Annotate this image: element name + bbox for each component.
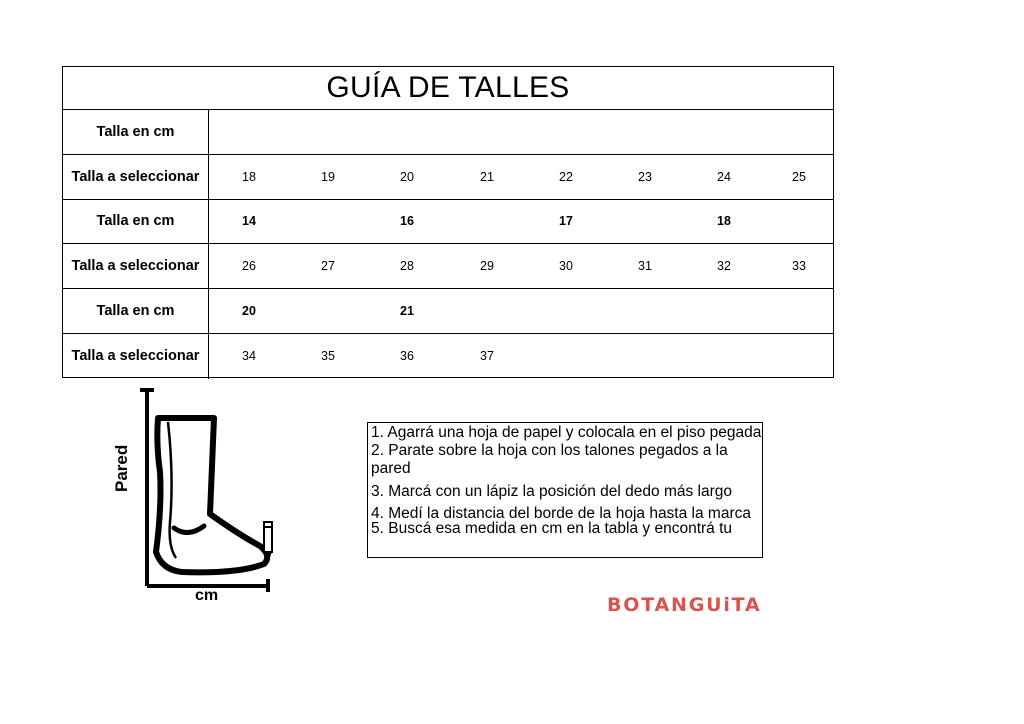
table-cell: 24 [717, 169, 731, 184]
table-row [63, 155, 833, 200]
title-row [63, 67, 833, 110]
floor-label: cm [195, 587, 219, 604]
row-values [209, 155, 833, 199]
table-body [63, 110, 833, 379]
table-cell: 20 [400, 169, 414, 184]
table-cell: 20 [242, 304, 256, 319]
table-cell: 19 [321, 169, 335, 184]
table-cell: 23 [638, 169, 652, 184]
table-cell: 36 [400, 349, 414, 364]
table-cell: 22 [559, 169, 573, 184]
instructions-box [367, 422, 763, 558]
row-label: Talla a seleccionar [63, 155, 209, 199]
size-guide-table [62, 66, 834, 378]
table-cell: 33 [792, 259, 806, 274]
table-cell: 29 [480, 259, 494, 274]
brand-logo: BOTANGUiTA [607, 594, 762, 616]
table-cell: 21 [400, 304, 414, 319]
table-cell: 14 [242, 214, 256, 229]
table-row [63, 110, 833, 155]
row-label: Talla en cm [63, 200, 209, 244]
table-row [63, 289, 833, 334]
instruction-line: 2. Parate sobre la hoja con los talones pegados a la [371, 441, 728, 459]
instruction-line: 1. Agarrá una hoja de papel y colocala en el piso pegada [371, 424, 762, 441]
instruction-line: 3. Marcá con un lápiz la posición del dedo más largo [371, 483, 733, 501]
table-row [63, 244, 833, 289]
table-cell: 26 [242, 259, 256, 274]
table-cell: 21 [480, 169, 494, 184]
table-cell: 25 [792, 169, 806, 184]
row-label: Talla a seleccionar [63, 244, 209, 288]
table-cell: 35 [321, 349, 335, 364]
wall-line [140, 390, 154, 586]
table-cell: 30 [559, 259, 573, 274]
table-cell: 18 [717, 214, 731, 229]
table-row [63, 334, 833, 379]
row-label: Talla en cm [63, 289, 209, 333]
table-cell: 37 [480, 349, 494, 364]
table-row [63, 200, 833, 245]
table-cell: 31 [638, 259, 652, 274]
table-cell: 28 [400, 259, 414, 274]
table-cell: 27 [321, 259, 335, 274]
table-cell: 32 [717, 259, 731, 274]
row-label: Talla en cm [63, 110, 209, 154]
table-cell: 34 [242, 349, 256, 364]
row-values [209, 200, 833, 244]
row-values [209, 289, 833, 333]
instruction-line: pared [371, 459, 411, 477]
table-cell: 16 [400, 214, 414, 229]
boot-diagram [118, 386, 288, 608]
row-values [209, 334, 833, 379]
instruction-line: 5. Buscá esa medida en cm en la tabla y encontrá tu [371, 520, 733, 538]
instruction-line: 4. Medí la distancia del borde de la hoja hasta la marca [371, 505, 751, 523]
row-label: Talla a seleccionar [63, 334, 209, 379]
boot-icon [156, 418, 267, 572]
wall-label: Pared [112, 444, 131, 492]
row-values [209, 244, 833, 288]
page-title: GUÍA DE TALLES [326, 71, 570, 104]
table-cell: 17 [559, 214, 573, 229]
row-values [209, 110, 833, 154]
table-cell: 18 [242, 169, 256, 184]
